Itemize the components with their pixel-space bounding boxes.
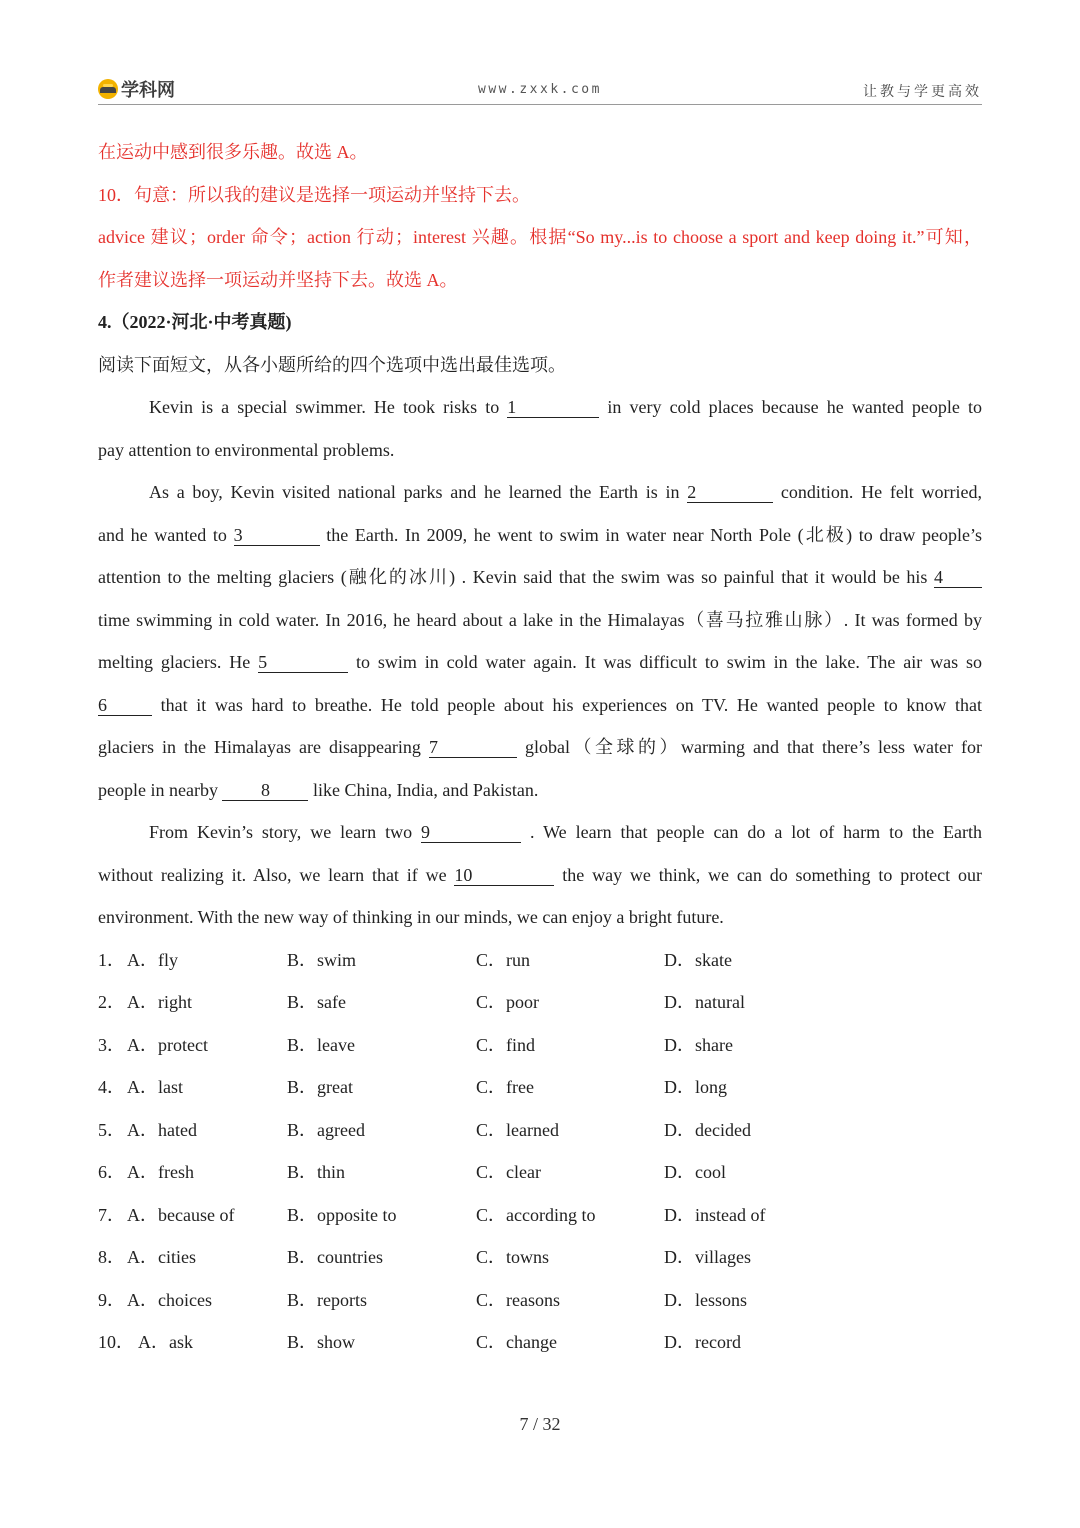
passage-text: that it was hard to breathe. He told people about his experiences on TV. He wanted people to know that bbox=[152, 694, 982, 715]
option-row bbox=[98, 1321, 982, 1364]
option-row bbox=[98, 1236, 982, 1279]
option-d: D．decided bbox=[664, 1119, 751, 1140]
blank-7: 7 bbox=[429, 737, 517, 758]
passage-text: As a boy, Kevin visited national parks and he learned the Earth is in bbox=[149, 482, 688, 502]
passage-text: the Earth. In 2009, he went to swim in water near North Pole (北极) to draw people’s bbox=[319, 524, 982, 545]
passage-line bbox=[98, 726, 982, 769]
option-b: B．swim bbox=[287, 949, 357, 970]
answer-line-3: advice 建议；order 命令；action 行动；interest 兴趣。根据“So my...is to choose a sport and keep doing it.”可知， bbox=[98, 227, 982, 247]
option-c: C．according to bbox=[476, 1204, 596, 1225]
option-a: A．fly bbox=[127, 949, 178, 970]
blank-5: 5 bbox=[258, 652, 348, 673]
option-row bbox=[98, 1024, 982, 1067]
option-number: 3． bbox=[98, 1034, 125, 1055]
passage-text: to swim in cold water again. It was difficult to swim in the lake. The air was so bbox=[348, 652, 983, 672]
option-b: B．leave bbox=[287, 1034, 355, 1055]
option-row bbox=[98, 939, 982, 982]
option-a: A．fresh bbox=[127, 1162, 194, 1182]
option-c: C．change bbox=[476, 1332, 557, 1352]
option-number: 10． bbox=[98, 1332, 134, 1352]
option-a: A．ask bbox=[138, 1332, 193, 1352]
option-a: A．hated bbox=[127, 1119, 197, 1140]
passage-text: global（全球的）warming and that there’s less water for bbox=[516, 737, 982, 757]
option-c: C．towns bbox=[476, 1247, 550, 1267]
passage-line bbox=[98, 386, 982, 429]
option-d: D．skate bbox=[664, 949, 732, 970]
passage-text: attention to the melting glaciers (融化的冰川) . Kevin said that the swim was so painful that it would be his bbox=[98, 567, 934, 587]
option-b: B．great bbox=[287, 1077, 353, 1097]
option-d: D．villages bbox=[664, 1247, 751, 1267]
blank-3: 3 bbox=[234, 525, 320, 546]
option-a: A．choices bbox=[127, 1289, 212, 1310]
option-row bbox=[98, 1151, 982, 1194]
blank-10: 10 bbox=[454, 865, 554, 886]
passage-line bbox=[98, 471, 982, 514]
page-number: 7 / 32 bbox=[519, 1414, 561, 1434]
passage-text: the way we think, we can do something to protect our bbox=[554, 864, 982, 885]
option-d: D．lessons bbox=[664, 1289, 748, 1310]
site-url: www.zxxk.com bbox=[478, 82, 602, 97]
blank-4: 4 bbox=[934, 567, 982, 588]
passage-line: pay attention to environmental problems. bbox=[98, 439, 395, 460]
passage-line bbox=[98, 641, 982, 684]
option-number: 1． bbox=[98, 949, 125, 970]
answer-line-1: 在运动中感到很多乐趣。故选 A。 bbox=[98, 142, 368, 162]
blank-6: 6 bbox=[98, 695, 152, 716]
passage-text: people in nearby bbox=[98, 779, 223, 800]
passage-text: Kevin is a special swimmer. He took risks to bbox=[149, 397, 508, 417]
passage-line bbox=[98, 514, 982, 557]
option-c: C．poor bbox=[476, 992, 539, 1012]
option-d: D．record bbox=[664, 1332, 741, 1352]
passage-text: in very cold places because he wanted people to bbox=[599, 397, 982, 417]
option-c: C．learned bbox=[476, 1119, 559, 1140]
option-c: C．free bbox=[476, 1077, 534, 1097]
passage-line bbox=[98, 556, 982, 599]
option-b: B．agreed bbox=[287, 1119, 365, 1140]
option-b: B．thin bbox=[287, 1162, 346, 1182]
passage-text: melting glaciers. He bbox=[98, 652, 259, 672]
option-c: C．reasons bbox=[476, 1289, 560, 1310]
passage-text: without realizing it. Also, we learn that if we bbox=[98, 864, 455, 885]
passage-text: glaciers in the Himalayas are disappearing bbox=[98, 737, 429, 757]
option-c: C．run bbox=[476, 949, 530, 970]
option-c: C．find bbox=[476, 1034, 536, 1055]
option-a: A．because of bbox=[127, 1204, 235, 1225]
blank-9: 9 bbox=[421, 822, 521, 843]
passage-text: like China, India, and Pakistan. bbox=[308, 779, 539, 800]
option-d: D．share bbox=[664, 1034, 733, 1055]
option-number: 2． bbox=[98, 992, 125, 1012]
option-a: A．cities bbox=[127, 1247, 196, 1267]
option-number: 6． bbox=[98, 1162, 125, 1182]
option-b: B．safe bbox=[287, 992, 346, 1012]
logo-text: 学科网 bbox=[121, 80, 175, 101]
passage-text: From Kevin’s story, we learn two bbox=[149, 822, 422, 842]
option-a: A．last bbox=[127, 1077, 183, 1097]
option-row bbox=[98, 1109, 982, 1152]
option-number: 5． bbox=[98, 1119, 125, 1140]
passage-text: and he wanted to bbox=[98, 524, 234, 545]
option-number: 8． bbox=[98, 1247, 125, 1267]
option-row bbox=[98, 1279, 982, 1322]
option-b: B．reports bbox=[287, 1289, 367, 1310]
option-b: B．countries bbox=[287, 1247, 383, 1267]
passage-line bbox=[98, 684, 982, 727]
passage-line: environment. With the new way of thinking in our minds, we can enjoy a bright future. bbox=[98, 907, 724, 927]
document-body bbox=[98, 131, 982, 1364]
passage-line bbox=[98, 811, 982, 854]
answer-line-2: 10．句意：所以我的建议是选择一项运动并坚持下去。 bbox=[98, 184, 530, 205]
passage-text: condition. He felt worried, bbox=[773, 482, 983, 502]
blank-1: 1 bbox=[507, 397, 599, 418]
passage-line: time swimming in cold water. In 2016, he heard about a lake in the Himalayas（喜马拉雅山脉）. It was formed by bbox=[98, 609, 982, 630]
option-c: C．clear bbox=[476, 1162, 541, 1182]
option-b: B．opposite to bbox=[287, 1204, 397, 1225]
option-d: D．instead of bbox=[664, 1204, 766, 1225]
blank-8: 8 bbox=[222, 780, 308, 801]
answer-line-4: 作者建议选择一项运动并坚持下去。故选 A。 bbox=[98, 269, 458, 290]
option-number: 7． bbox=[98, 1204, 125, 1225]
option-number: 9． bbox=[98, 1289, 125, 1310]
option-a: A．protect bbox=[127, 1034, 208, 1055]
slogan: 让教与学更高效 bbox=[863, 84, 982, 100]
passage-text: . We learn that people can do a lot of harm to the Earth bbox=[521, 822, 983, 842]
option-row bbox=[98, 1066, 982, 1109]
option-a: A．right bbox=[127, 992, 192, 1012]
option-d: D．cool bbox=[664, 1162, 726, 1182]
question-instruction: 阅读下面短文，从各小题所给的四个选项中选出最佳选项。 bbox=[98, 354, 566, 375]
option-row bbox=[98, 981, 982, 1024]
page-header bbox=[98, 74, 982, 105]
passage-line bbox=[98, 854, 982, 897]
blank-2: 2 bbox=[687, 482, 773, 503]
question-title: 4.（2022·河北·中考真题) bbox=[98, 312, 292, 332]
option-b: B．show bbox=[287, 1332, 356, 1352]
option-d: D．long bbox=[664, 1077, 727, 1097]
option-d: D．natural bbox=[664, 992, 745, 1012]
option-row bbox=[98, 1194, 982, 1237]
option-number: 4． bbox=[98, 1077, 125, 1097]
passage-line bbox=[98, 769, 982, 812]
